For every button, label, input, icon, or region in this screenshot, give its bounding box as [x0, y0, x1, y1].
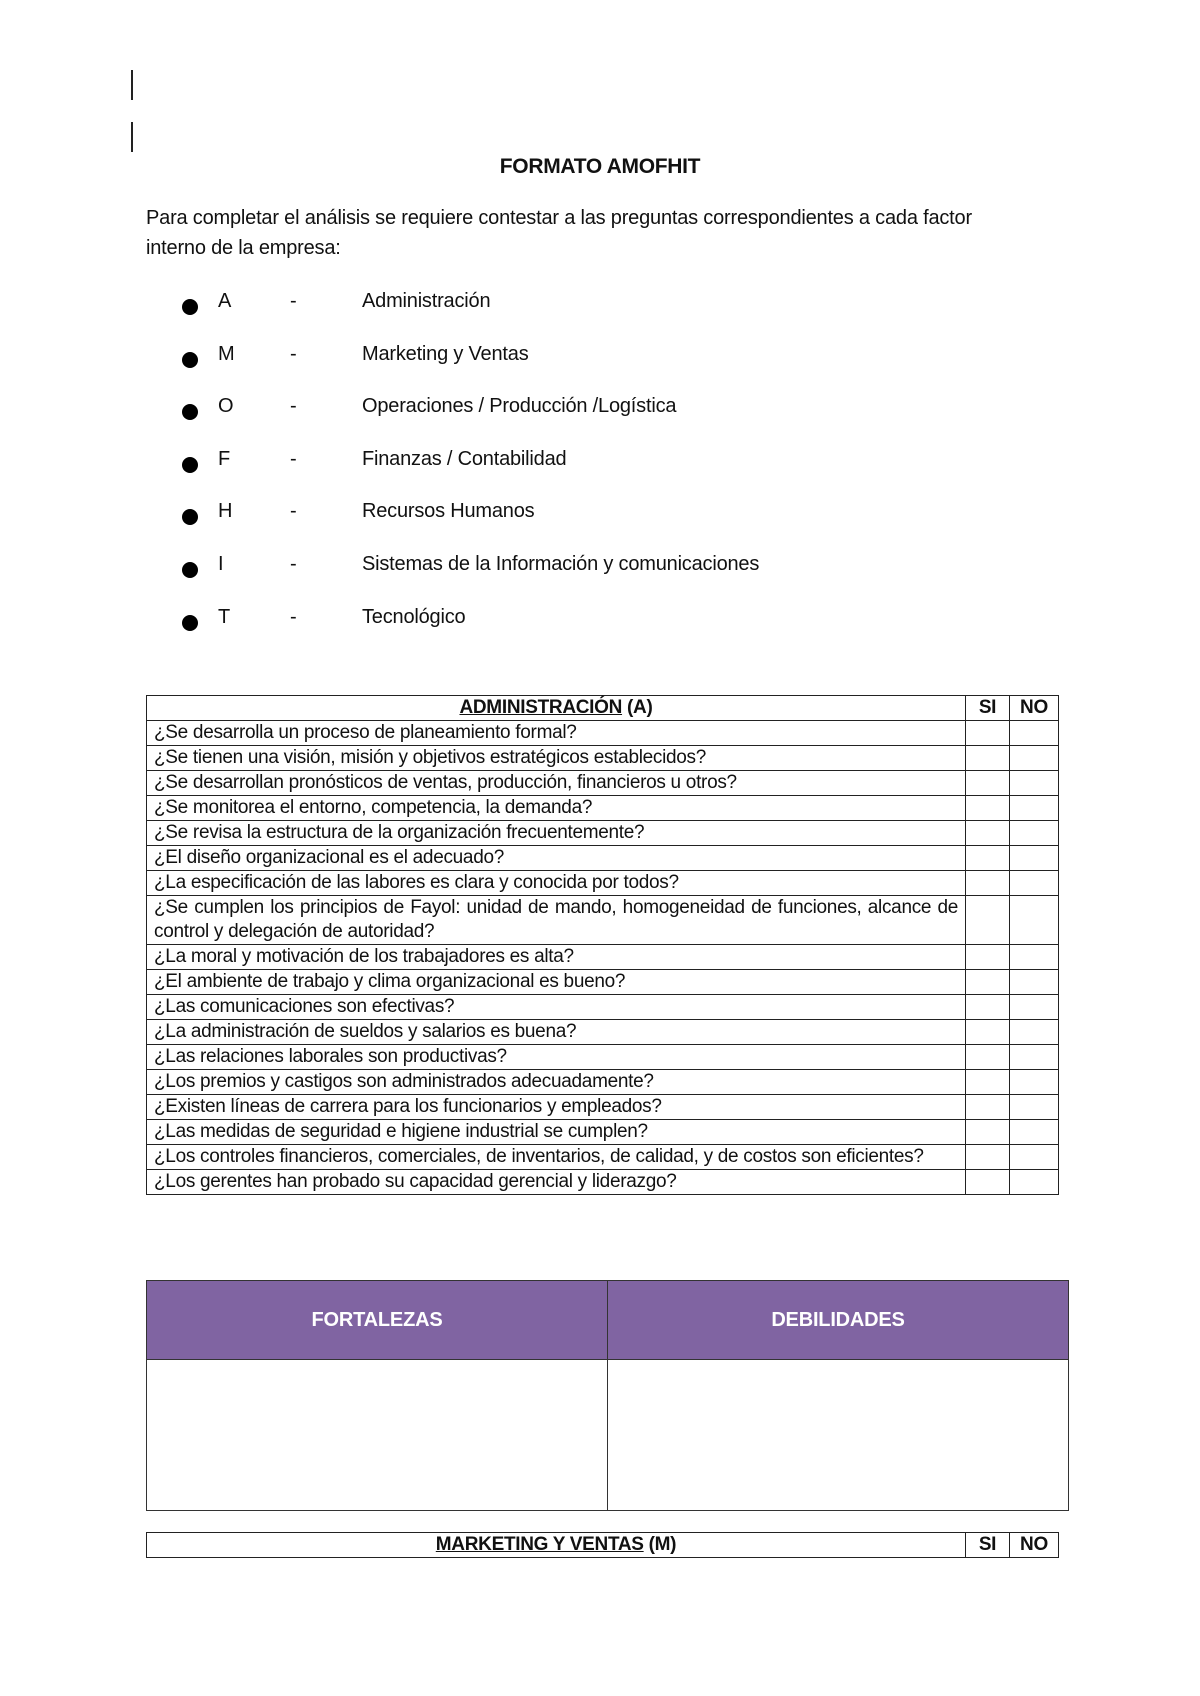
table-row [147, 1070, 1059, 1095]
question-text: ¿Se desarrolla un proceso de planeamiento formal? [147, 721, 966, 746]
answer-no-cell[interactable] [1010, 1120, 1059, 1145]
question-text: ¿Se desarrollan pronósticos de ventas, producción, financieros u otros? [147, 771, 966, 796]
bullet-icon [182, 615, 198, 631]
table-row [147, 746, 1059, 771]
bullet-icon [182, 509, 198, 525]
table-row [147, 995, 1059, 1020]
debilidades-header: DEBILIDADES [608, 1281, 1069, 1360]
table-row [147, 896, 1059, 945]
fortalezas-header: FORTALEZAS [147, 1281, 608, 1360]
answer-no-cell[interactable] [1010, 970, 1059, 995]
answer-si-cell[interactable] [966, 945, 1010, 970]
question-text: ¿Las comunicaciones son efectivas? [147, 995, 966, 1020]
marketing-table [146, 1532, 1059, 1558]
answer-si-cell[interactable] [966, 1095, 1010, 1120]
margin-marker [131, 122, 133, 152]
answer-si-cell[interactable] [966, 871, 1010, 896]
answer-si-cell[interactable] [966, 995, 1010, 1020]
factor-list [182, 290, 759, 658]
table-row [147, 1095, 1059, 1120]
table-row [147, 721, 1059, 746]
table-row [147, 796, 1059, 821]
answer-no-cell[interactable] [1010, 771, 1059, 796]
answer-no-cell[interactable] [1010, 746, 1059, 771]
col-si-header: SI [966, 1533, 1010, 1558]
question-text: ¿El ambiente de trabajo y clima organizacional es bueno? [147, 970, 966, 995]
bullet-icon [182, 299, 198, 315]
question-text: ¿Se revisa la estructura de la organización frecuentemente? [147, 821, 966, 846]
answer-no-cell[interactable] [1010, 1145, 1059, 1170]
answer-si-cell[interactable] [966, 1145, 1010, 1170]
question-text: ¿Se cumplen los principios de Fayol: unidad de mando, homogeneidad de funciones, alcance de control y delegación de autoridad? [147, 896, 966, 945]
document-title: FORMATO AMOFHIT [499, 155, 701, 178]
answer-si-cell[interactable] [966, 796, 1010, 821]
table-row [147, 945, 1059, 970]
table-row [147, 1120, 1059, 1145]
factor-item: T - Tecnológico [182, 606, 759, 659]
question-text: ¿Los premios y castigos son administrados adecuadamente? [147, 1070, 966, 1095]
bullet-icon [182, 457, 198, 473]
answer-si-cell[interactable] [966, 1170, 1010, 1195]
answer-si-cell[interactable] [966, 771, 1010, 796]
table-row [147, 1020, 1059, 1045]
question-text: ¿Se tienen una visión, misión y objetivos estratégicos establecidos? [147, 746, 966, 771]
answer-no-cell[interactable] [1010, 821, 1059, 846]
answer-si-cell[interactable] [966, 970, 1010, 995]
marketing-header: MARKETING Y VENTAS (M) [147, 1533, 966, 1558]
answer-no-cell[interactable] [1010, 1170, 1059, 1195]
bullet-icon [182, 562, 198, 578]
answer-si-cell[interactable] [966, 1120, 1010, 1145]
question-text: ¿La administración de sueldos y salarios es buena? [147, 1020, 966, 1045]
answer-no-cell[interactable] [1010, 796, 1059, 821]
answer-si-cell[interactable] [966, 846, 1010, 871]
col-no-header: NO [1010, 696, 1059, 721]
col-no-header: NO [1010, 1533, 1059, 1558]
administracion-table [146, 695, 1059, 1195]
table-row [147, 970, 1059, 995]
bullet-icon [182, 352, 198, 368]
answer-no-cell[interactable] [1010, 1045, 1059, 1070]
swot-table [146, 1280, 1069, 1511]
question-text: ¿El diseño organizacional es el adecuado? [147, 846, 966, 871]
factor-item: H - Recursos Humanos [182, 500, 759, 553]
answer-si-cell[interactable] [966, 1045, 1010, 1070]
factor-item: F - Finanzas / Contabilidad [182, 448, 759, 501]
answer-no-cell[interactable] [1010, 995, 1059, 1020]
factor-item: A - Administración [182, 290, 759, 343]
answer-no-cell[interactable] [1010, 896, 1059, 945]
margin-marker [131, 70, 133, 100]
answer-si-cell[interactable] [966, 1020, 1010, 1045]
debilidades-cell[interactable] [608, 1360, 1069, 1511]
question-text: ¿Las relaciones laborales son productivas? [147, 1045, 966, 1070]
question-text: ¿Los controles financieros, comerciales, de inventarios, de calidad, y de costos son eficientes? [147, 1145, 966, 1170]
table-row [147, 771, 1059, 796]
answer-si-cell[interactable] [966, 821, 1010, 846]
question-text: ¿Los gerentes han probado su capacidad gerencial y liderazgo? [147, 1170, 966, 1195]
table-header-row [147, 696, 1059, 721]
col-si-header: SI [966, 696, 1010, 721]
answer-si-cell[interactable] [966, 1070, 1010, 1095]
answer-no-cell[interactable] [1010, 721, 1059, 746]
table-row [147, 1045, 1059, 1070]
answer-no-cell[interactable] [1010, 945, 1059, 970]
factor-item: M - Marketing y Ventas [182, 343, 759, 396]
table-header-row [147, 1533, 1059, 1558]
bullet-icon [182, 404, 198, 420]
answer-no-cell[interactable] [1010, 1020, 1059, 1045]
answer-no-cell[interactable] [1010, 846, 1059, 871]
table-row [147, 871, 1059, 896]
question-text: ¿Las medidas de seguridad e higiene industrial se cumplen? [147, 1120, 966, 1145]
administracion-header: ADMINISTRACIÓN (A) [147, 696, 966, 721]
factor-item: O - Operaciones / Producción /Logística [182, 395, 759, 448]
answer-no-cell[interactable] [1010, 1070, 1059, 1095]
answer-si-cell[interactable] [966, 896, 1010, 945]
table-row [147, 1145, 1059, 1170]
table-row [147, 1170, 1059, 1195]
question-text: ¿Se monitorea el entorno, competencia, la demanda? [147, 796, 966, 821]
question-text: ¿La especificación de las labores es clara y conocida por todos? [147, 871, 966, 896]
question-text: ¿La moral y motivación de los trabajadores es alta? [147, 945, 966, 970]
answer-si-cell[interactable] [966, 721, 1010, 746]
question-text: ¿Existen líneas de carrera para los funcionarios y empleados? [147, 1095, 966, 1120]
answer-no-cell[interactable] [1010, 1095, 1059, 1120]
table-row [147, 821, 1059, 846]
factor-item: I - Sistemas de la Información y comunicaciones [182, 553, 759, 606]
table-row [147, 846, 1059, 871]
answer-no-cell[interactable] [1010, 871, 1059, 896]
intro-paragraph: Para completar el análisis se requiere contestar a las preguntas correspondientes a cada factor interno de la empresa: [146, 207, 972, 259]
fortalezas-cell[interactable] [147, 1360, 608, 1511]
answer-si-cell[interactable] [966, 746, 1010, 771]
